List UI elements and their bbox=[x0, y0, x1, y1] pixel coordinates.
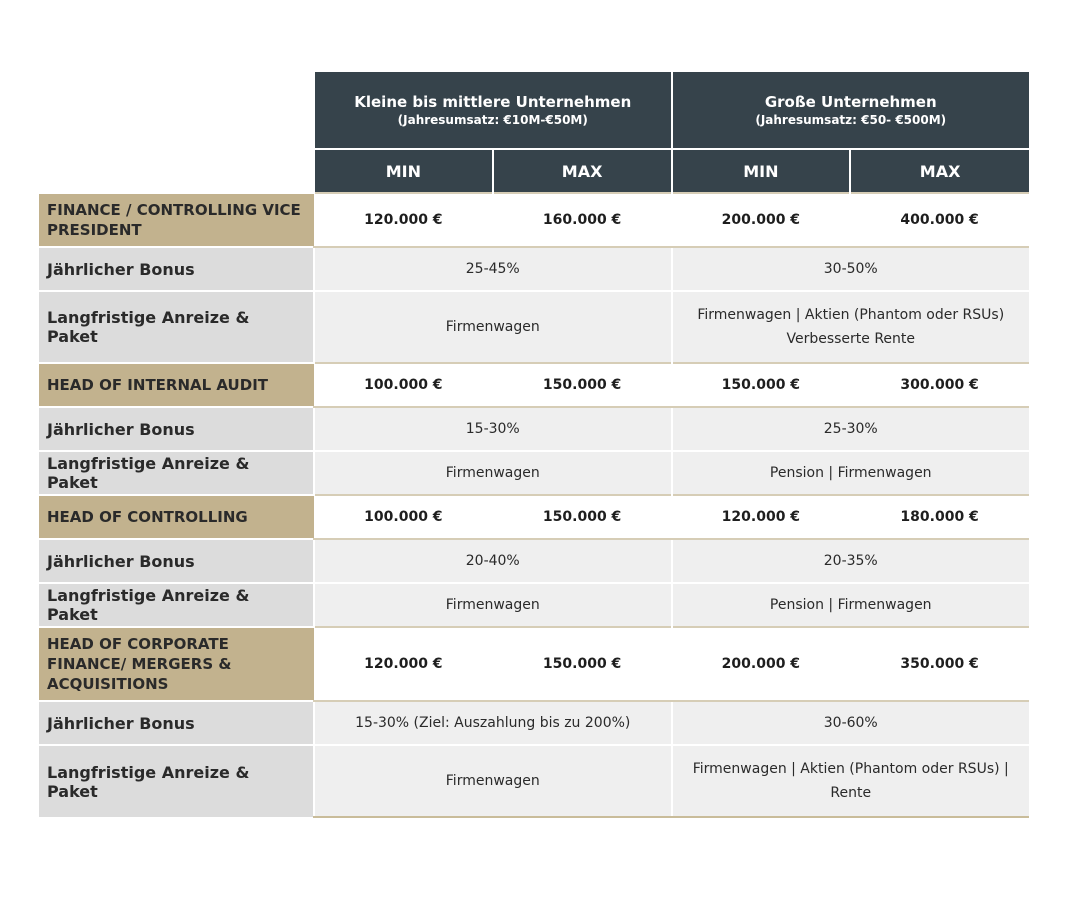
salary-table bbox=[39, 72, 1029, 818]
salary-large-min: 200.000 € bbox=[672, 627, 851, 701]
bonus-small: 15-30% bbox=[314, 407, 672, 451]
header-small-companies bbox=[314, 72, 672, 149]
salary-small-min: 100.000 € bbox=[314, 495, 493, 539]
package-label: Langfristige Anreize & Paket bbox=[39, 451, 314, 495]
bonus-large: 30-50% bbox=[672, 247, 1030, 291]
bonus-large: 25-30% bbox=[672, 407, 1030, 451]
header-small-min: MIN bbox=[314, 149, 493, 193]
table-body bbox=[39, 193, 1029, 817]
header-small-max: MAX bbox=[493, 149, 672, 193]
bonus-small: 25-45% bbox=[314, 247, 672, 291]
salary-small-min: 100.000 € bbox=[314, 363, 493, 407]
header-small-title: Kleine bis mittlere Unternehmen bbox=[354, 93, 632, 111]
salary-small-max: 150.000 € bbox=[493, 363, 672, 407]
package-large: Firmenwagen | Aktien (Phantom oder RSUs) Verbesserte Rente bbox=[672, 291, 1030, 363]
role-row bbox=[39, 495, 1029, 539]
bonus-large: 20-35% bbox=[672, 539, 1030, 583]
salary-large-min: 120.000 € bbox=[672, 495, 851, 539]
salary-large-max: 350.000 € bbox=[850, 627, 1029, 701]
package-row bbox=[39, 745, 1029, 817]
role-row bbox=[39, 193, 1029, 247]
salary-large-min: 200.000 € bbox=[672, 193, 851, 247]
bonus-small: 15-30% (Ziel: Auszahlung bis zu 200%) bbox=[314, 701, 672, 745]
header-large-min: MIN bbox=[672, 149, 851, 193]
package-label: Langfristige Anreize & Paket bbox=[39, 745, 314, 817]
bonus-label: Jährlicher Bonus bbox=[39, 539, 314, 583]
package-large: Pension | Firmenwagen bbox=[672, 451, 1030, 495]
package-small: Firmenwagen bbox=[314, 745, 672, 817]
header-blank bbox=[39, 72, 314, 149]
bonus-small: 20-40% bbox=[314, 539, 672, 583]
salary-large-max: 180.000 € bbox=[850, 495, 1029, 539]
role-row bbox=[39, 627, 1029, 701]
bonus-large: 30-60% bbox=[672, 701, 1030, 745]
bonus-label: Jährlicher Bonus bbox=[39, 247, 314, 291]
bonus-row bbox=[39, 701, 1029, 745]
header-large-title: Große Unternehmen bbox=[764, 93, 937, 111]
role-row bbox=[39, 363, 1029, 407]
header-large-companies bbox=[672, 72, 1030, 149]
salary-large-min: 150.000 € bbox=[672, 363, 851, 407]
package-small: Firmenwagen bbox=[314, 583, 672, 627]
role-name: HEAD OF INTERNAL AUDIT bbox=[39, 363, 314, 407]
header-large-max: MAX bbox=[850, 149, 1029, 193]
salary-small-max: 160.000 € bbox=[493, 193, 672, 247]
salary-large-max: 300.000 € bbox=[850, 363, 1029, 407]
salary-small-max: 150.000 € bbox=[493, 627, 672, 701]
bonus-label: Jährlicher Bonus bbox=[39, 701, 314, 745]
package-row bbox=[39, 451, 1029, 495]
bonus-row bbox=[39, 407, 1029, 451]
package-label: Langfristige Anreize & Paket bbox=[39, 583, 314, 627]
header-small-subtitle: (Jahresumsatz: €10M-€50M) bbox=[397, 113, 588, 127]
role-name: FINANCE / CONTROLLING VICE PRESIDENT bbox=[39, 193, 314, 247]
role-name: HEAD OF CORPORATE FINANCE/ MERGERS & ACQUISITIONS bbox=[39, 627, 314, 701]
header-large-subtitle: (Jahresumsatz: €50- €500M) bbox=[755, 113, 947, 127]
bonus-row bbox=[39, 539, 1029, 583]
package-row bbox=[39, 583, 1029, 627]
salary-large-max: 400.000 € bbox=[850, 193, 1029, 247]
package-row bbox=[39, 291, 1029, 363]
bonus-row bbox=[39, 247, 1029, 291]
header-blank-2 bbox=[39, 149, 314, 193]
package-large: Firmenwagen | Aktien (Phantom oder RSUs) | Rente bbox=[672, 745, 1030, 817]
package-large: Pension | Firmenwagen bbox=[672, 583, 1030, 627]
package-label: Langfristige Anreize & Paket bbox=[39, 291, 314, 363]
role-name: HEAD OF CONTROLLING bbox=[39, 495, 314, 539]
salary-small-max: 150.000 € bbox=[493, 495, 672, 539]
package-small: Firmenwagen bbox=[314, 451, 672, 495]
salary-small-min: 120.000 € bbox=[314, 627, 493, 701]
salary-small-min: 120.000 € bbox=[314, 193, 493, 247]
bonus-label: Jährlicher Bonus bbox=[39, 407, 314, 451]
package-small: Firmenwagen bbox=[314, 291, 672, 363]
